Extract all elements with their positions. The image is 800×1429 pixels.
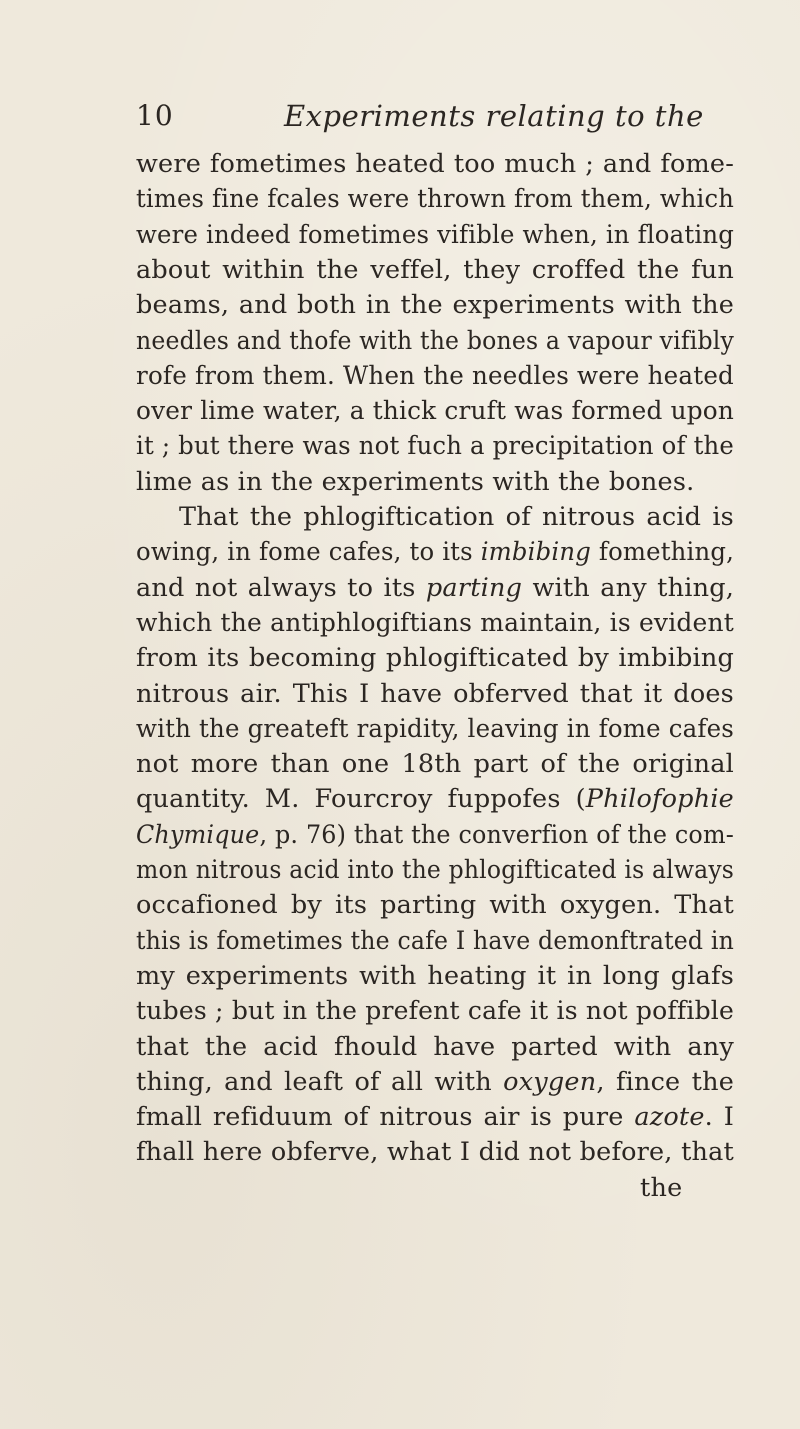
text-line [136,1066,734,1098]
text-segment: my experiments with heating it in long glafs [136,960,734,991]
text-segment: rofe from them. When the needles were heated [136,360,734,391]
text-line [136,854,734,886]
italic-text: oxygen [503,1066,597,1097]
italic-text: imbibing [480,537,591,568]
text-segment: beams, and both in the experiments with the [136,290,735,321]
text-segment: this is fometimes the cafe I have demonftrated in [136,925,735,956]
text-segment: owing, in fome cafes, to its [136,537,481,568]
text-segment: fmall refiduum of nitrous air is pure [136,1102,635,1133]
text-segment: lime as in the experiments with the bones. [136,466,695,497]
text-segment: were fometimes heated too much ; and fome- [136,149,735,179]
text-line [136,360,734,392]
text-line [136,395,734,427]
text-segment: thing, and leaft of all with [136,1066,504,1097]
text-segment: it ; but there was not fuch a precipitation of the [136,431,735,462]
text-line [136,607,734,639]
text-line [136,783,734,815]
text-segment: , p. 76) that the converfion of the com- [259,819,734,850]
text-line [136,678,734,710]
text-line [136,642,734,674]
text-segment: with the greateft rapidity, leaving in fome cafes [136,713,734,744]
text-line [640,1172,682,1204]
text-segment: not more than one 18th part of the original [136,749,734,780]
italic-text: parting [425,572,523,603]
text-line [136,466,694,498]
text-line [136,325,734,357]
text-segment: about within the veffel, they croffed the fun [136,254,734,285]
text-segment: needles and thofe with the bones a vapour vifibly [136,325,734,356]
text-segment: and not always to its [136,572,426,603]
text-line [136,219,734,251]
text-line [136,1031,734,1063]
italic-text: Chymique [136,819,260,850]
text-line [136,889,734,921]
italic-text: azote [634,1102,705,1133]
text-segment: from its becoming phlogifticated by imbibing [136,643,734,674]
text-segment: were indeed fometimes vifible when, in floating [136,219,735,250]
text-line [136,183,734,215]
text-line [136,819,734,851]
text-segment: that the acid fhould have parted with any [136,1031,734,1062]
text-line [136,254,734,286]
text-line [136,289,734,321]
text-line [136,1136,734,1168]
text-segment: occafioned by its parting with oxygen. That [136,890,734,921]
text-segment: . I [704,1102,735,1133]
text-segment: the [640,1172,683,1203]
running-title: Experiments relating to the [284,99,704,133]
page-number: 10 [136,99,174,132]
text-segment: which the antiphlogiftians maintain, is evident [136,607,735,638]
text-segment: over lime water, a thick cruft was formed upon [136,396,734,427]
text-segment: with any thing, [522,572,735,603]
text-segment: fomething, [590,537,735,568]
italic-text: Philofophie [585,784,734,815]
text-segment: nitrous air. This I have obferved that it does [136,678,734,709]
text-segment: tubes ; but in the prefent cafe it is not poffible [136,996,735,1027]
text-line [136,925,734,957]
text-segment: quantity. M. Fourcroy fuppofes ( [136,784,586,815]
text-segment: fhall here obferve, what I did not before, that [136,1137,735,1168]
text-line [136,748,734,780]
text-line [136,430,734,462]
text-segment: times fine fcales were thrown from them, which [136,184,734,215]
text-line [136,572,734,604]
text-segment: mon nitrous acid into the phlogifticated is always [136,855,735,885]
text-line [136,960,734,992]
text-segment: That the phlogiftication of nitrous acid is [179,502,734,532]
text-line [136,1101,734,1133]
text-line [179,501,734,533]
text-line [136,148,734,180]
text-line [136,536,734,568]
text-line [136,995,734,1027]
text-line [136,713,734,745]
text-segment: , fince the [596,1066,735,1097]
